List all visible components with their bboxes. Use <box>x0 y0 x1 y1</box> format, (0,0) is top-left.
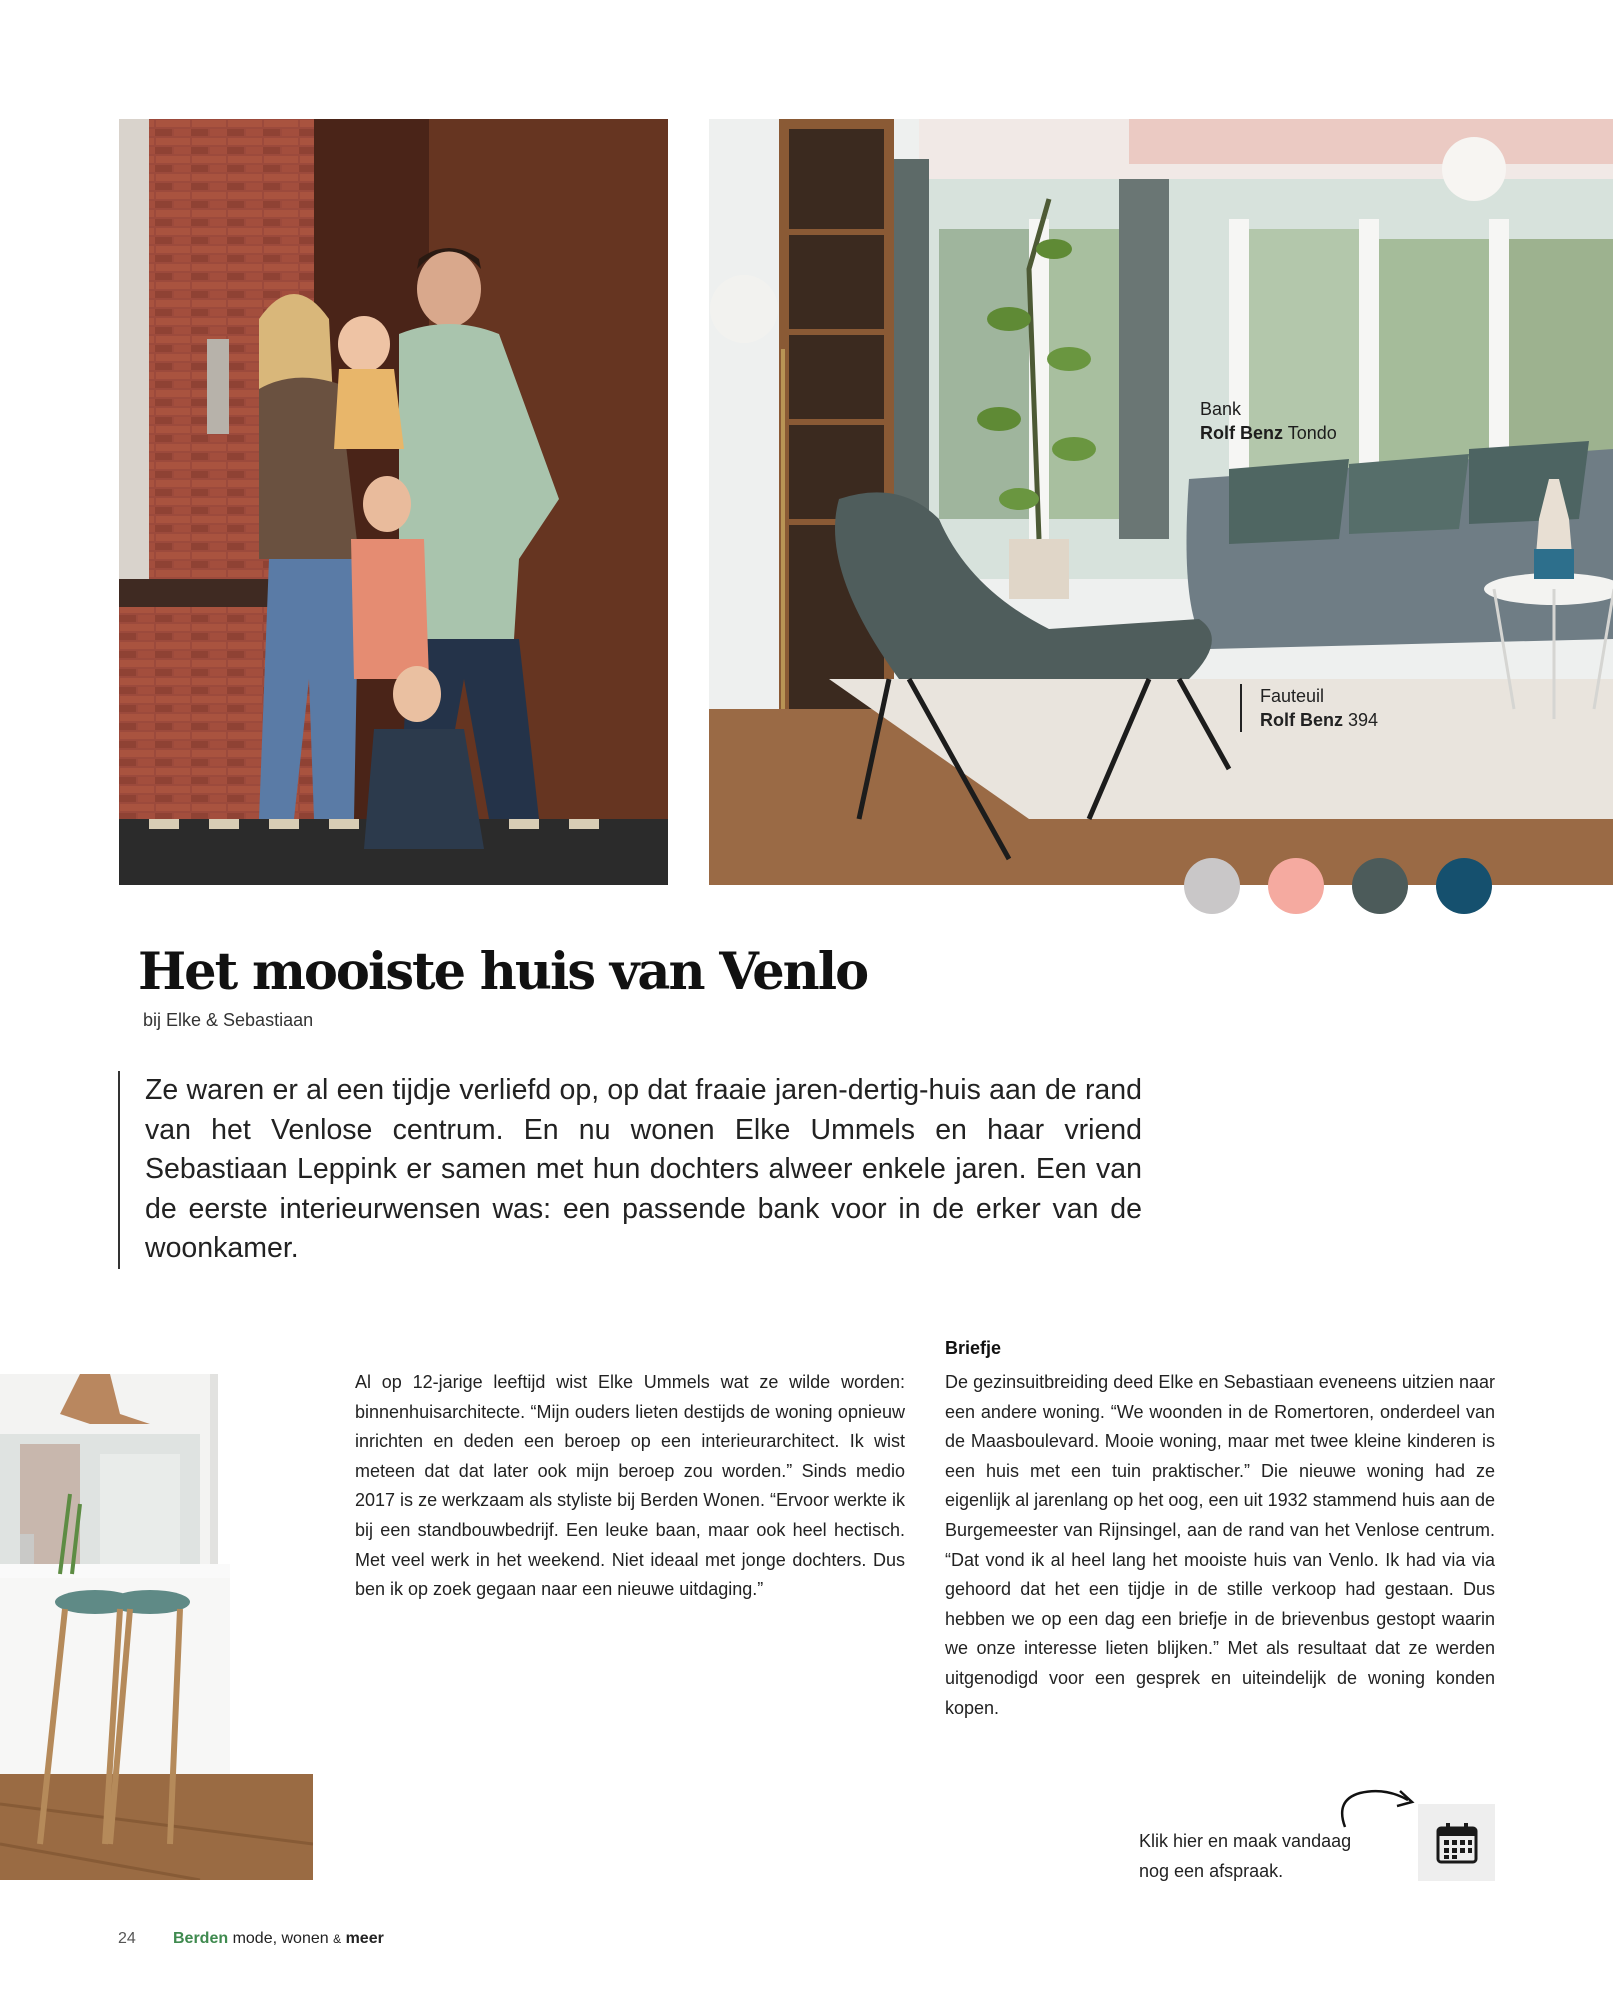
caption-fauteuil-brand: Rolf Benz <box>1260 710 1343 730</box>
swatch-petrol-blue <box>1436 858 1492 914</box>
footer-brand-name: Berden <box>173 1930 229 1947</box>
article-column-left: Al op 12-jarige leeftijd wist Elke Ummels wat ze wilde worden: binnenhuisarchitecte. “Mijn ouders lieten destijds de woning opnieuw inrichten en deden een beroep op een interieurarchitect. Ik wist meteen dat dat later ook mijn beroep zou worden.” Sinds medio 2017 is ze werkzaam als styliste bij Berden Wonen. “Ervoor werkte ik bij een standbouwbedrijf. Een leuke baan, maar ook heel hectisch. Met veel werk in het weekend. Niet ideaal met jonge dochters. Dus ben ik op zoek gegaan naar een nieuwe uitdaging.” <box>355 1372 905 1600</box>
kitchen-illustration <box>0 1374 313 1880</box>
caption-fauteuil <box>1240 684 1378 732</box>
living-room-photo <box>709 119 1613 885</box>
swatch-slate-green <box>1352 858 1408 914</box>
caption-bank-brand: Rolf Benz <box>1200 423 1283 443</box>
calendar-button[interactable] <box>1418 1804 1495 1881</box>
caption-bank-label: Bank <box>1200 399 1242 419</box>
caption-bank-product <box>1200 421 1337 445</box>
footer-amp: & <box>333 1932 342 1946</box>
footer-tagline-1: mode, wonen <box>232 1930 329 1947</box>
caption-fauteuil-model: 394 <box>1348 710 1379 730</box>
family-photo <box>119 119 668 885</box>
kitchen-photo <box>0 1374 313 1880</box>
caption-fauteuil-product <box>1260 708 1378 732</box>
swatch-peach <box>1268 858 1324 914</box>
section-heading-briefje: Briefje <box>945 1338 1002 1358</box>
caption-bank <box>1200 397 1337 445</box>
swatch-light-grey <box>1184 858 1240 914</box>
living-room-illustration <box>709 119 1613 885</box>
article-column-right: De gezinsuitbreiding deed Elke en Sebastiaan eveneens uitzien naar een andere woning. “We woonden in de Romertoren, onderdeel van de Maasboulevard. Mooie woning, maar met twee kleine kinderen is een huis met een tuin praktischer.” Die nieuwe woning had ze eigenlijk al jarenlang op het oog, een uit 1932 stammend huis aan de Burgemeester van Rijnsingel, aan de rand van het Venlose centrum. “Dat vond ik al heel lang het mooiste huis van Venlo. Ik had via via gehoord dat het een tijdje in de stille verkoop had gestaan. Dus hebben we op een dag een briefje in de brievenbus gestopt waarin we onze interesse lieten blijken.” Met als resultaat dat ze werden uitgenodigd voor een gesprek en uiteindelijk de woning konden kopen. <box>945 1372 1495 1718</box>
caption-bank-model: Tondo <box>1287 423 1337 443</box>
footer-brand <box>173 1930 384 1948</box>
family-photo-illustration <box>119 119 668 885</box>
page-number: 24 <box>118 1930 136 1947</box>
cta-text-line-2: nog een afspraak. <box>1139 1861 1284 1881</box>
article-headline: Het mooiste huis van Venlo <box>138 942 868 1002</box>
caption-fauteuil-label: Fauteuil <box>1260 686 1325 706</box>
cta-text[interactable] <box>1139 1826 1379 1886</box>
calendar-icon <box>1435 1821 1479 1865</box>
article-intro: Ze waren er al een tijdje verliefd op, op dat fraaie jaren-dertig-huis aan de rand van het Venlose centrum. En nu wonen Elke Ummels en haar vriend Sebastiaan Leppink er samen met hun dochters alweer enkele jaren. Een van de eerste interieurwensen was: een passende bank voor in de erker van de woonkamer. <box>118 1071 1142 1269</box>
cta-text-line-1: Klik hier en maak vandaag <box>1139 1831 1352 1851</box>
article-byline: bij Elke & Sebastiaan <box>143 1010 314 1030</box>
footer-tagline-2: meer <box>345 1930 384 1947</box>
